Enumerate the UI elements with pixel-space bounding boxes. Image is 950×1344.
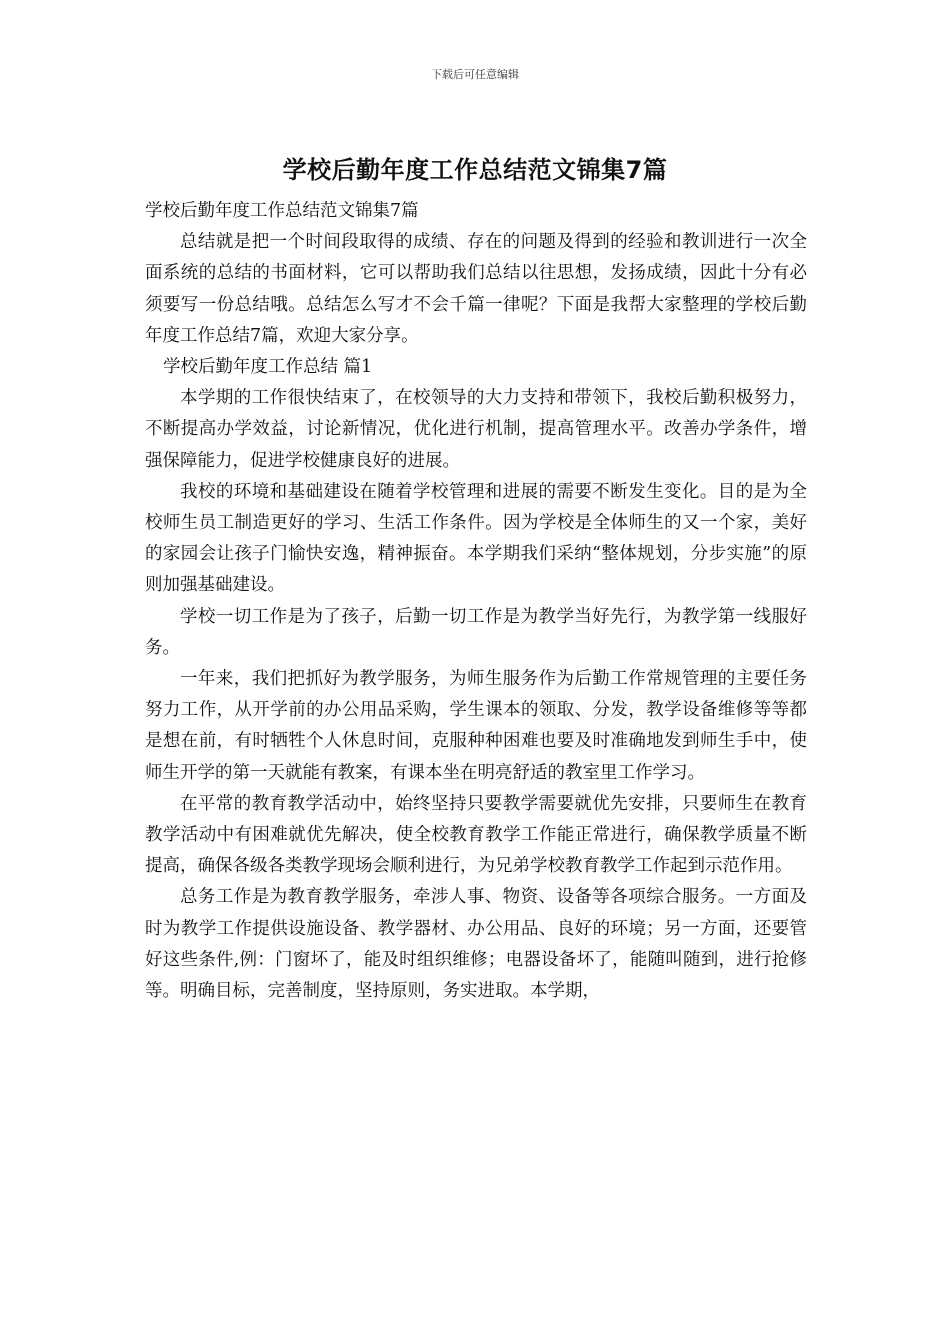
intro-paragraph: 总结就是把一个时间段取得的成绩、存在的问题及得到的经验和教训进行一次全面系统的总结的书面材料，它可以帮助我们总结以往思想，发扬成绩，因此十分有必须要写一份总结哦。总结怎么写才不会千篇一律呢？下面是我帮大家整理的学校后勤年度工作总结7篇，欢迎大家分享。: [145, 232, 807, 346]
document-body: [145, 196, 807, 1007]
page-header-note: 下载后可任意编辑: [431, 68, 519, 81]
body-paragraph-4: 一年来，我们把抓好为教学服务，为师生服务作为后勤工作常规管理的主要任务努力工作，从开学前的办公用品采购，学生课本的领取、分发，教学设备维修等等都是想在前，有时牺牲个人休息时间，克服种种困难也要及时准确地发到师生手中，使师生开学的第一天就能有教案，有课本坐在明亮舒适的教室里工作学习。: [145, 669, 807, 783]
section-heading: 学校后勤年度工作总结 篇1: [163, 357, 373, 378]
body-paragraph-6: 总务工作是为教育教学服务，牵涉人事、物资、设备等各项综合服务。一方面及时为教学工作提供设施设备、教学器材、办公用品、良好的环境；另一方面，还要管好这些条件,例：门窗坏了，能及时组织维修；电器设备坏了，能随叫随到，进行抢修等。明确目标，完善制度，坚持原则，务实进取。本学期，: [145, 887, 807, 1002]
body-paragraph-3: 学校一切工作是为了孩子，后勤一切工作是为教学当好先行，为教学第一线服好务。: [145, 606, 807, 658]
body-paragraph-5: 在平常的教育教学活动中，始终坚持只要教学需要就优先安排，只要师生在教育教学活动中有困难就优先解决，使全校教育教学工作能正常进行，确保教学质量不断提高，确保各级各类教学现场会顺利进行，为兄弟学校教育教学工作起到示范作用。: [145, 793, 807, 877]
intro-line: 学校后勤年度工作总结范文锦集7篇: [145, 201, 419, 221]
body-paragraph-2: 我校的环境和基础建设在随着学校管理和进展的需要不断发生变化。目的是为全校师生员工制造更好的学习、生活工作条件。因为学校是全体师生的又一个家，美好的家园会让孩子门愉快安逸，精神振奋。本学期我们采纳“整体规划，分步实施”的原则加强基础建设。: [145, 481, 807, 596]
document-title: 学校后勤年度工作总结范文锦集7篇: [282, 156, 668, 184]
body-paragraph-1: 本学期的工作很快结束了，在校领导的大力支持和带领下，我校后勤积极努力，不断提高办学效益，讨论新情况，优化进行机制，提高管理水平。改善办学条件，增强保障能力，促进学校健康良好的进展。: [145, 388, 807, 471]
